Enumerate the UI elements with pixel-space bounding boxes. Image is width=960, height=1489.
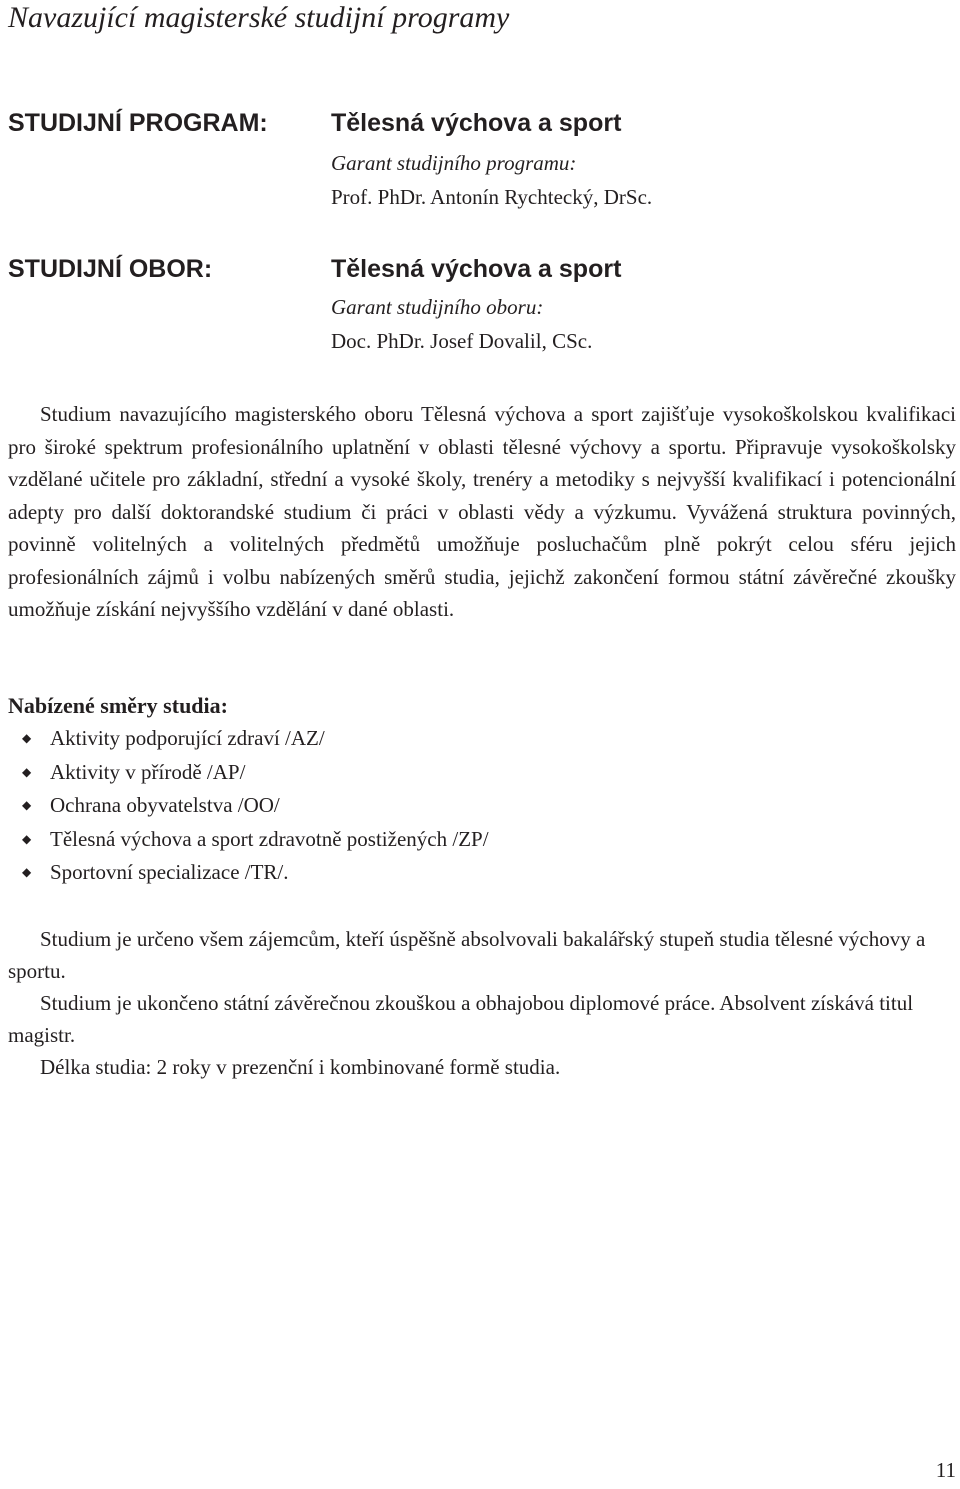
description-text: Studium navazujícího magisterského oboru Tělesná výchova a sport zajišťuje vysokoškolskou kvalifikaci pro široké spektrum profesionálního uplatnění v oblasti tělesné výchovy a sportu. Připravuje vysokoškolsky vzdělané učitele pro základní, střední a vysoké školy, trenéry a metodiky s nejvyšší kvalifikací i potencionální adepty pro další doktorandské studium či práci v oblasti vědy a výzkumu. Vyvážená struktura povinných, povinně volitelných a volitelných předmětů umožňuje posluchačům plně pokrýt celou sféru jejich profesionálních zájmů i volbu nabízených směrů studia, jejichž zakončení formou státní závěrečné zkoušky umožňuje získání nejvyššího vzdělání v dané oblasti.: [8, 402, 956, 621]
list-item: ◆ Aktivity podporující zdraví /AZ/: [22, 722, 489, 756]
field-name: Tělesná výchova a sport: [331, 255, 622, 283]
description-paragraph: [8, 398, 956, 626]
diamond-bullet-icon: ◆: [22, 731, 32, 745]
diamond-bullet-icon: ◆: [22, 831, 32, 846]
field-guarantor: Doc. PhDr. Josef Dovalil, CSc.: [331, 329, 593, 353]
list-item: ◆ Ochrana obyvatelstva /OO/: [22, 789, 489, 823]
diamond-bullet-icon: ◆: [22, 764, 32, 779]
diamond-bullet-icon: ◆: [22, 798, 32, 812]
page-number: 11: [935, 1458, 956, 1482]
list-item: ◆ Sportovní specializace /TR/.: [22, 856, 489, 890]
program-name: Tělesná výchova a sport: [331, 109, 622, 137]
directions-list: [22, 722, 489, 890]
program-label: STUDIJNÍ PROGRAM:: [8, 109, 268, 137]
program-guarantor: Prof. PhDr. Antonín Rychtecký, DrSc.: [331, 185, 653, 209]
directions-title: Nabízené směry studia:: [8, 693, 228, 718]
completion-paragraph: Studium je ukončeno státní závěrečnou zkouškou a obhajobou diplomové práce. Absolvent získává titul magistr.: [8, 991, 914, 1047]
study-info: [8, 923, 956, 1083]
list-item: ◆ Tělesná výchova a sport zdravotně postižených /ZP/: [22, 823, 489, 857]
admission-paragraph: Studium je určeno všem zájemcům, kteří úspěšně absolvovali bakalářský stupeň studia tělesné výchovy a sportu.: [8, 927, 926, 983]
duration-paragraph: Délka studia: 2 roky v prezenční i kombinované formě studia.: [40, 1055, 561, 1079]
field-guarantor-label: Garant studijního oboru:: [331, 295, 544, 319]
diamond-bullet-icon: ◆: [22, 865, 32, 879]
list-item: ◆ Aktivity v přírodě /AP/: [22, 756, 489, 790]
page-heading: Navazující magisterské studijní programy: [8, 1, 510, 34]
field-label: STUDIJNÍ OBOR:: [8, 255, 213, 283]
program-guarantor-label: Garant studijního programu:: [331, 151, 577, 175]
